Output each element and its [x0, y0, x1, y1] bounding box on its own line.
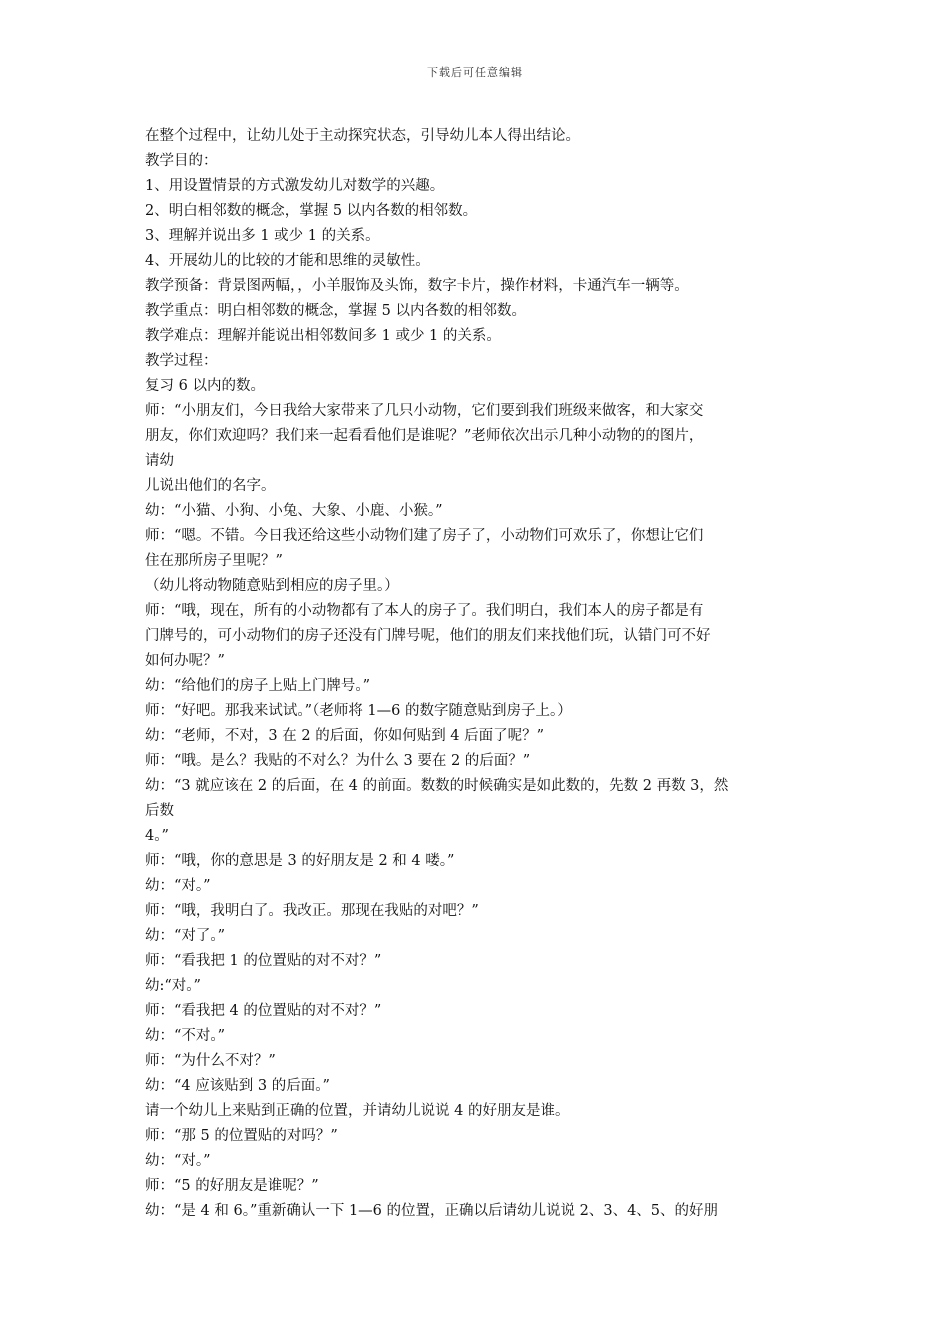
document-body	[145, 124, 810, 1224]
text-line: 2、明白相邻数的概念，掌握 5 以内各数的相邻数。	[145, 203, 478, 219]
text-line: 师：“哦。是么？我贴的不对么？为什么 3 要在 2 的后面？”	[145, 753, 531, 769]
text-line: 教学预备：背景图两幅，，小羊服饰及头饰，数字卡片，操作材料，卡通汽车一辆等。	[145, 278, 689, 294]
text-line: 师：“5 的好朋友是谁呢？”	[145, 1178, 319, 1194]
text-line: 幼：“老师，不对，3 在 2 的后面，你如何贴到 4 后面了呢？”	[145, 728, 545, 744]
text-line: 1、用设置情景的方式激发幼儿对数学的兴趣。	[145, 178, 445, 194]
text-line: 幼：“小猫、小狗、小兔、大象、小鹿、小猴。”	[145, 503, 443, 519]
page-header: 下载后可任意编辑	[427, 66, 523, 79]
text-line: 后数	[145, 803, 174, 819]
text-line: 教学重点：明白相邻数的概念，掌握 5 以内各数的相邻数。	[145, 303, 526, 319]
text-line: 师：“哦，你的意思是 3 的好朋友是 2 和 4 喽。”	[145, 853, 455, 869]
text-line: 师：“看我把 4 的位置贴的对不对？”	[145, 1003, 382, 1019]
text-line: 请幼	[145, 453, 174, 469]
text-line: 幼：“不对。”	[145, 1028, 226, 1044]
text-line: 儿说出他们的名字。	[145, 478, 276, 494]
text-line: 师：“那 5 的位置贴的对吗？”	[145, 1128, 338, 1144]
text-line: 3、理解并说出多 1 或少 1 的关系。	[145, 228, 380, 244]
text-line: （幼儿将动物随意贴到相应的房子里。）	[145, 578, 399, 594]
text-line: 幼：“4 应该贴到 3 的后面。”	[145, 1078, 330, 1094]
text-line: 教学目的：	[145, 153, 218, 169]
text-line: 复习 6 以内的数。	[145, 378, 265, 394]
text-line: 师：“看我把 1 的位置贴的对不对？”	[145, 953, 382, 969]
text-line: 朋友，你们欢迎吗？我们来一起看看他们是谁呢？”老师依次出示几种小动物的的图片，	[145, 428, 704, 444]
text-line: 幼：“是 4 和 6。”重新确认一下 1—6 的位置，正确以后请幼儿说说 2、3、4、5、的好朋	[145, 1203, 719, 1219]
text-line: 师：“好吧。那我来试试。”（老师将 1—6 的数字随意贴到房子上。）	[145, 703, 572, 719]
text-line: 如何办呢？”	[145, 653, 225, 669]
text-line: 师：“嗯。不错。今日我还给这些小动物们建了房子了，小动物们可欢乐了，你想让它们	[145, 528, 704, 544]
text-line: 幼：“对。”	[145, 878, 211, 894]
text-line: 教学过程：	[145, 353, 218, 369]
text-line: 请一个幼儿上来贴到正确的位置，并请幼儿说说 4 的好朋友是谁。	[145, 1103, 570, 1119]
text-line: 师：“哦，现在，所有的小动物都有了本人的房子了。我们明白，我们本人的房子都是有	[145, 603, 704, 619]
text-line: 师：“小朋友们，今日我给大家带来了几只小动物，它们要到我们班级来做客，和大家交	[145, 403, 704, 419]
text-line: 幼:“对。”	[145, 978, 201, 994]
text-line: 幼：“对。”	[145, 1153, 211, 1169]
text-line: 幼：“3 就应该在 2 的后面，在 4 的前面。数数的时候确实是如此数的，先数 2 再数 3，然	[145, 778, 729, 794]
text-line: 4。”	[145, 828, 169, 844]
text-line: 在整个过程中，让幼儿处于主动探究状态，引导幼儿本人得出结论。	[145, 128, 580, 144]
text-line: 师：“为什么不对？”	[145, 1053, 276, 1069]
text-line: 师：“哦，我明白了。我改正。那现在我贴的对吧？”	[145, 903, 479, 919]
text-line: 教学难点：理解并能说出相邻数间多 1 或少 1 的关系。	[145, 328, 501, 344]
text-line: 幼：“对了。”	[145, 928, 226, 944]
text-line: 4、开展幼儿的比较的才能和思维的灵敏性。	[145, 253, 430, 269]
text-line: 住在那所房子里呢？”	[145, 553, 283, 569]
text-line: 幼：“给他们的房子上贴上门牌号。”	[145, 678, 371, 694]
text-line: 门牌号的，可小动物们的房子还没有门牌号呢，他们的朋友们来找他们玩，认错门可不好	[145, 628, 711, 644]
